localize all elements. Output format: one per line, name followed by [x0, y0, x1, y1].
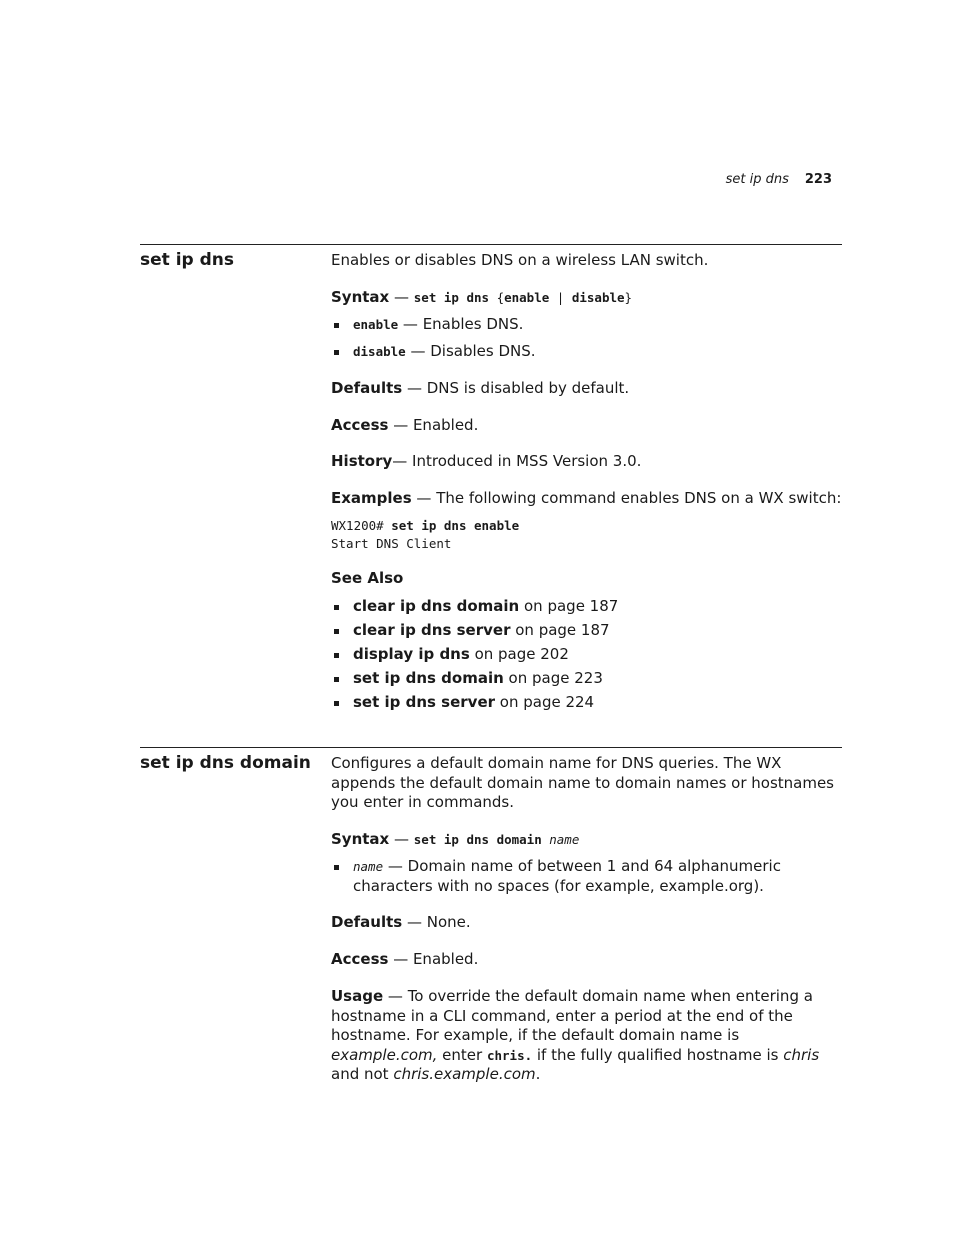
syntax-line: [331, 288, 632, 308]
section-divider: [140, 747, 842, 748]
param-name: disable: [353, 344, 406, 359]
syntax-open: {: [489, 290, 505, 305]
list-item: [331, 342, 536, 362]
examples-label: Examples: [331, 489, 412, 507]
param-name: name: [353, 859, 384, 874]
see-also-item: [331, 597, 618, 617]
defaults-label: Defaults: [331, 913, 403, 931]
usage-text: if the fully qualified hostname is: [532, 1045, 784, 1064]
param-name: enable: [353, 317, 399, 332]
see-also-link[interactable]: set ip dns domain: [353, 669, 504, 687]
syntax-sep: —: [389, 830, 414, 848]
code-example: [331, 517, 519, 553]
usage-paragraph: [331, 987, 843, 1085]
code-command: set ip dns enable: [391, 518, 520, 533]
examples-text: — The following command enables DNS on a WX switch:: [411, 489, 842, 507]
param-desc: — Domain name of between 1 and 64 alphanumeric characters with no spaces (for example, example.org).: [353, 857, 781, 895]
defaults-text: — None.: [402, 913, 471, 931]
see-also-page: on page 224: [495, 693, 595, 711]
access-label: Access: [331, 950, 389, 968]
syntax-sep: —: [389, 288, 414, 306]
see-also-link[interactable]: clear ip dns domain: [353, 597, 520, 615]
history-text: — Introduced in MSS Version 3.0.: [392, 452, 642, 470]
syntax-label: Syntax: [331, 830, 390, 848]
see-also-item: [331, 669, 603, 689]
usage-text: — To override the default domain name when entering a hostname in a CLI command, enter a period at the end of the hostname. For example, if the default domain name is: [331, 987, 813, 1044]
usage-emphasis: example.com,: [331, 1045, 438, 1064]
description: Enables or disables DNS on a wireless LAN switch.: [331, 251, 709, 269]
defaults-line: [331, 379, 629, 399]
history-line: [331, 452, 641, 472]
defaults-text: — DNS is disabled by default.: [402, 379, 630, 397]
description: Configures a default domain name for DNS queries. The WX appends the default domain name to domain names or hostnames you enter in commands.: [331, 754, 834, 811]
param-desc: — Enables DNS.: [398, 315, 524, 333]
usage-label: Usage: [331, 987, 384, 1005]
usage-text: .: [535, 1065, 541, 1083]
see-also-link[interactable]: display ip dns: [353, 645, 470, 663]
syntax-command: set ip dns domain: [413, 832, 542, 847]
section-heading-set-ip-dns-domain: set ip dns domain: [140, 753, 311, 773]
syntax-opt-enable: enable: [504, 290, 550, 305]
see-also-item: [331, 645, 569, 665]
usage-text: and not: [331, 1065, 394, 1083]
running-header: [726, 172, 832, 187]
section-divider: [140, 244, 842, 245]
see-also-page: on page 223: [503, 669, 603, 687]
access-text: — Enabled.: [388, 950, 479, 968]
syntax-close: }: [624, 290, 633, 305]
see-also-item: [331, 621, 610, 641]
list-item: [331, 315, 523, 335]
see-also-page: on page 187: [510, 621, 610, 639]
syntax-pipe: |: [549, 290, 572, 305]
see-also-page: on page 187: [519, 597, 619, 615]
usage-emphasis: chris.example.com: [393, 1065, 536, 1083]
usage-code: chris.: [486, 1047, 533, 1063]
see-also-link[interactable]: set ip dns server: [353, 693, 496, 711]
see-also-link[interactable]: clear ip dns server: [353, 621, 511, 639]
access-line: [331, 950, 478, 970]
history-label: History: [331, 452, 393, 470]
page-number: 223: [804, 172, 832, 187]
access-line: [331, 416, 478, 436]
see-also-item: [331, 693, 594, 713]
access-label: Access: [331, 416, 389, 434]
code-prompt: WX1200#: [331, 518, 392, 533]
list-item: [331, 857, 843, 896]
defaults-label: Defaults: [331, 379, 403, 397]
running-header-title: set ip dns: [725, 172, 789, 187]
syntax-command: set ip dns: [413, 290, 490, 305]
see-also-page: on page 202: [469, 645, 569, 663]
usage-emphasis: chris: [783, 1045, 820, 1064]
syntax-arg: name: [549, 832, 580, 847]
examples-line: [331, 489, 841, 509]
syntax-opt-disable: disable: [571, 290, 625, 305]
syntax-line: [331, 830, 579, 850]
syntax-label: Syntax: [331, 288, 390, 306]
usage-text: enter: [437, 1045, 487, 1064]
access-text: — Enabled.: [388, 416, 479, 434]
see-also-heading: See Also: [331, 569, 404, 587]
section-heading-set-ip-dns: set ip dns: [140, 250, 234, 270]
param-desc: — Disables DNS.: [405, 342, 536, 360]
code-output: Start DNS Client: [331, 536, 452, 551]
defaults-line: [331, 913, 471, 933]
